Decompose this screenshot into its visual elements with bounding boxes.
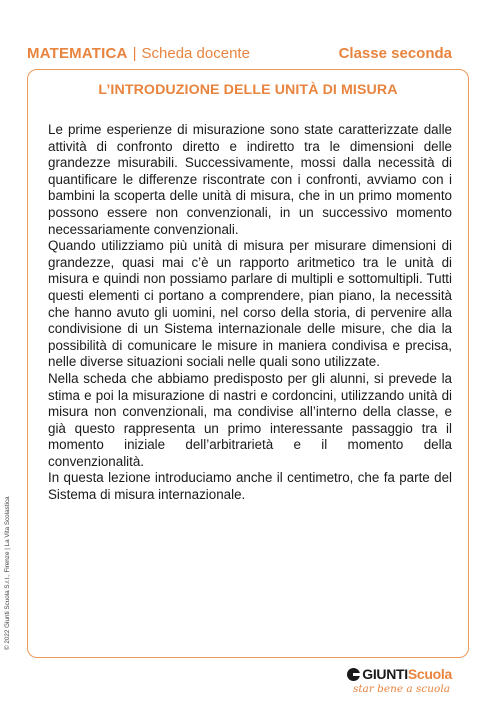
logo-school: Scuola <box>407 666 452 682</box>
logo-brand: GIUNTI <box>362 666 408 682</box>
class-label: Classe seconda <box>338 44 452 62</box>
publisher-logo <box>332 666 452 696</box>
body-text <box>48 122 452 504</box>
paragraph: Le prime esperienze di misurazione sono state caratterizzate dalle attività di confronto diretto e indiretto tra le dimensioni delle grandezze misurabili. Successivamente, mossi dalla necessità di quantificare le differenze riscontrate con i confronti, avviamo con i bambini la scoperta delle unità di misura, che in un primo momento possono essere non convenzionali, in un successivo momento necessariamente convenzionali. <box>48 122 452 237</box>
paragraph: Nella scheda che abbiamo predisposto per gli alunni, si prevede la stima e poi la misurazione di nastri e cordoncini, utilizzando unità di misura non convenzionali, ma condivise all’interno della classe, e già questo rappresenta un primo interessante passaggio tra il momento iniziale dell’arbitrarietà e il momento della convenzionalità. <box>48 370 452 469</box>
logo-wordmark <box>347 666 452 682</box>
copyright-credit: © 2022 Giunti Scuola S.r.l., Firenze | La Vita Scolastica <box>4 496 11 650</box>
logo-g-icon <box>347 668 360 681</box>
page-header <box>27 42 452 64</box>
subject-label: MATEMATICA <box>27 44 128 62</box>
logo-tagline: star bene a scuola <box>352 683 450 695</box>
sheet-type-label: Scheda docente <box>141 44 250 62</box>
paragraph: Quando utilizziamo più unità di misura per misurare dimensioni di grandezze, quasi mai c’è un rapporto aritmetico tra le unità di misura e quindi non possiamo parlare di multipli e sottomultipli. Tutti questi elementi ci portano a comprendere, pian piano, la necessità che hanno avuto gli uomini, nel corso della storia, di pervenire alla condivisione di un Sistema internazionale delle misure, che dia la possibilità di comunicare le misure in maniera condivisa e precisa, nelle diverse situazioni sociali nelle quali sono utilizzate. <box>48 238 452 370</box>
page-title: L’INTRODUZIONE DELLE UNITÀ DI MISURA <box>98 82 398 98</box>
paragraph: In questa lezione introduciamo anche il centimetro, che fa parte del Sistema di misura internazionale. <box>48 470 452 503</box>
header-separator: | <box>132 44 137 62</box>
